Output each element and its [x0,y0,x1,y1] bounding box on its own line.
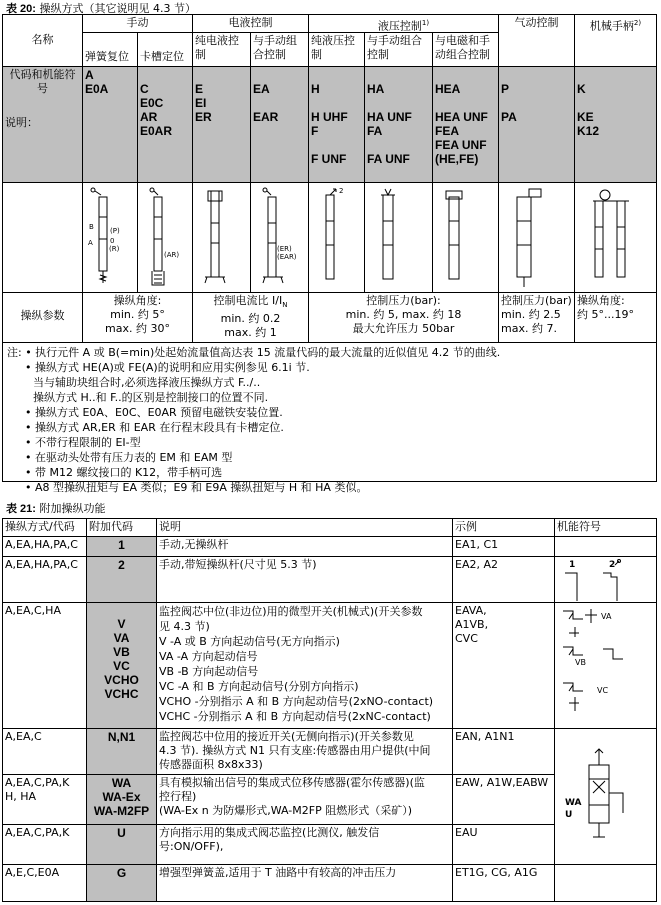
symbol-label-cell [3,183,83,293]
note-item: • 操纵方式 HE(A)或 FE(A)的说明和应用实例参见 6.1i 节. [25,361,310,374]
params-eh [193,293,309,343]
t21-row4-mode: A,EA,C [3,729,87,775]
th-pneumatic: 气动控制 [499,15,575,67]
code-text: VA [113,631,130,645]
t21-row3-example [453,603,555,729]
code-text: EAR [253,110,279,124]
code-text: F UNF [311,152,347,166]
symbol-mech-lever [575,183,656,293]
code-text: C [140,82,149,96]
code-text: HEA [435,82,461,96]
switch-label-vc: VC [597,686,609,695]
params-label: 操纵参数 [3,293,83,343]
t21-row5-example: EAW, A1W,EABW [453,775,555,825]
code-text: HEA UNF [435,110,488,124]
code-text: WA-M2FP [93,804,150,818]
t21-row3-mode: A,EA,C,HA [3,603,87,729]
note-item: 注: • 执行元件 A 或 B(=min)处起始流量值高达表 15 流量代码的最大流量的近似值见 4.2 节的曲线. [7,346,501,359]
table21 [2,518,657,902]
param-eh-title [195,294,306,312]
valve-symbol-mechanical-lever-icon [575,183,655,292]
code-text: ER [195,110,212,124]
symbol-hy-electro [433,183,499,293]
param-manual-max: max. 约 30° [105,322,170,335]
code-text: PA [501,110,517,124]
symbol-hy-pure [309,183,365,293]
symbol-label-o: 0 [110,237,115,245]
t21-row7-code: G [87,865,157,901]
symbol-eh-pure [193,183,251,293]
t21-row1-mode: A,EA,HA,PA,C [3,537,87,557]
code-cell-hy-pure [309,67,365,183]
th-mech-text: 机械手柄 [589,19,634,33]
lever-label-2: 2 [609,560,616,570]
symbol-manual-detent [138,183,193,293]
t21-row1-example: EA1, C1 [453,537,555,557]
t21-row6-example: EAU [453,825,555,865]
sensor-label-wa: WA [565,798,582,808]
t21-th-code: 附加代码 [87,519,157,537]
code-cell-manual-detent [138,67,193,183]
th-hydraulic-text: 液压控制 [377,19,422,33]
symbol-label-er: (ER) [277,245,292,253]
th-eh-manual: 与手动组合控制 [251,33,309,67]
symbol-label-ear: (EAR) [277,253,297,261]
valve-symbol-hydraulic-electro-icon [433,183,498,292]
example-line: A1VB, [455,618,489,631]
code-cell-eh-manual [251,67,309,183]
valve-symbol-pneumatic-icon [499,183,574,292]
symbol-label-a: A [88,239,93,247]
th-name: 名称 [3,15,83,67]
t21-row2-example: EA2, A2 [453,557,555,603]
t21-row5-desc [157,775,453,825]
code-text: EA [253,82,270,96]
th-manual-spring: 弹簧复位 [83,33,138,67]
note-item: • 操纵方式 E0A、E0C、E0AR 预留电磁铁安装位置. [25,406,283,419]
codes-label-cell [3,67,83,183]
code-text: WA [111,776,132,790]
valve-symbol-spring-return-icon [83,183,137,292]
table20-caption-number: 表 20: [6,3,36,15]
switch-label-vb: VB [575,658,586,667]
t21-row7-example: ET1G, CG, A1G [453,865,555,901]
valve-symbol-hydraulic-icon [309,183,364,292]
desc-line: 方向指示用的集成式阀芯监控(比测仪, 触发信 [159,826,380,839]
t21-th-symbol: 机能符号 [555,519,656,537]
code-text: FA UNF [367,152,410,166]
param-eh-max: max. 约 1 [224,326,277,340]
params-pneumatic [499,293,575,343]
t21-row3-symbol [555,603,656,729]
t21-row3-desc [157,603,453,729]
code-cell-pneumatic [499,67,575,183]
note-item: 当与辅助块组合时,必须选择液压操纵方式 F../.. [33,376,261,389]
desc-line: 见 4.3 节) [159,620,210,633]
mode-line: A,EA,C,PA,K [5,776,70,789]
example-line: EAVA, [455,604,487,617]
desc-line: 控行程) [159,790,197,803]
sensor-label-u: U [565,810,573,820]
param-manual-min: min. 约 5° [110,308,165,321]
th-manual: 手动 [83,15,193,33]
desc-line: 监控阀芯中位用的接近开关(无侧向指示)(开关参数见 [159,730,414,743]
code-text: VCHO [104,673,139,687]
t21-row2-symbol [555,557,656,603]
t21-row2-code: 2 [87,557,157,603]
t21-row1-desc: 手动,无操纵杆 [157,537,453,557]
codes-label: 代码和机能符号 [9,68,76,95]
param-hy-max: 最大允许压力 50bar [352,322,455,335]
param-pn-min: min. 约 2.5 [501,308,561,321]
code-text: HA UNF [367,110,412,124]
note-item: 操纵方式 H..和 F..的区别是控制接口的位置不同. [33,391,269,404]
code-text: FA [367,124,383,138]
code-text: VCHC [104,687,139,701]
table21-caption [6,500,105,516]
desc-line: VC -A 和 B 方向起动信号(分别方向指示) [159,680,359,693]
table20-caption-text: 操纵方式（其它说明见 4.3 节） [39,2,196,15]
desc-line: VCHO -分别指示 A 和 B 方向起动信号(2xNO-contact) [159,695,434,708]
table20-notes [3,343,656,494]
t21-row5-mode [3,775,87,825]
code-text: E [195,82,204,96]
t21-row4-example: EAN, A1N1 [453,729,555,775]
th-hy-pure: 纯液压控制 [309,33,365,67]
param-hy-range: min. 约 5, max. 约 18 [345,308,462,321]
symbol-pneumatic [499,183,575,293]
code-text: (HE,FE) [435,152,479,166]
valve-symbol-eh-manual-icon [251,183,308,292]
desc-line: 号:ON/OFF), [159,840,224,853]
switch-label-va: VA [601,612,612,621]
t21-th-desc: 说明 [157,519,453,537]
symbol-hy-manual [365,183,433,293]
table20 [2,14,657,494]
mode-line: H, HA [5,790,37,803]
code-text: VB [113,645,130,659]
note-item: • A8 型操纵扭矩与 EA 类似；E9 和 E9A 操纵扭矩与 H 和 HA 类似。 [25,481,368,494]
note-item: • 带 M12 螺纹接口的 K12，带手柄可选 [25,466,223,479]
notes-list [3,343,504,497]
t21-row6-mode: A,EA,C,PA,K [3,825,87,865]
code-text: F [311,124,319,138]
code-text: H [311,82,320,96]
param-me-title: 操纵角度: [577,294,625,307]
t21-row1-code: 1 [87,537,157,557]
code-text: WA-Ex [102,790,141,804]
lever-symbol-1-2-icon [555,557,655,602]
desc-line: 传感器面积 8x8x33) [159,758,263,771]
microswitch-symbol-icon [555,603,655,728]
desc-line: 4.3 节). 操纵方式 N1 只有支座:传感器由用户提供(中间 [159,744,431,757]
t21-row5-codes [87,775,157,825]
code-cell-mech-lever [575,67,656,183]
code-text: EI [195,96,207,110]
code-text: KE [577,110,594,124]
code-cell-hy-manual [365,67,433,183]
th-hy-electro: 与电磁和手动组合控制 [433,33,499,67]
code-text: E0AR [140,124,173,138]
t21-row4-6-symbol [555,729,656,865]
code-text: A [85,68,94,82]
t21-th-example: 示例 [453,519,555,537]
t21-row7-desc: 增强型弹簧盖,适用于 T 油路中有较高的冲击压力 [157,865,453,901]
th-electro-hydraulic: 电液控制 [193,15,309,33]
code-text: K [577,82,586,96]
valve-symbol-detent-icon [138,183,192,292]
desc-line: 监控阀芯中位(非边位)用的微型开关(机械式)(开关参数 [159,605,423,618]
position-sensor-symbol-icon [555,729,655,864]
params-mech [575,293,656,343]
param-pn-max: max. 约 7. [501,322,557,335]
code-cell-manual-spring [83,67,138,183]
code-text: P [501,82,510,96]
code-cell-hy-electro [433,67,499,183]
param-me-range: 约 5°...19° [577,308,634,321]
code-text: V [117,617,126,631]
desc-line: 具有模拟输出信号的集成式位移传感器(霍尔传感器)(监 [159,776,425,789]
code-text: FEA UNF [435,138,487,152]
param-pn-title: 控制压力(bar) [501,294,572,307]
param-eh-title-sub: N [282,301,288,310]
symbol-eh-manual [251,183,309,293]
example-line: CVC [455,632,478,645]
symbol-manual-spring [83,183,138,293]
t21-row6-desc [157,825,453,865]
code-cell-eh-pure [193,67,251,183]
code-text: AR [140,110,158,124]
valve-symbol-hydraulic-manual-icon [365,183,432,292]
code-text: H UHF [311,110,348,124]
param-eh-min: min. 约 0.2 [220,312,281,326]
th-hydraulic [309,15,499,33]
th-hydraulic-sup: 1) [421,19,430,27]
th-eh-pure: 纯电液控制 [193,33,251,67]
note-item: • 不带行程限制的 EI-型 [25,436,141,449]
code-text: VC [113,659,130,673]
params-hydraulic [309,293,499,343]
t21-row3-codes [87,603,157,729]
t21-row2-mode: A,EA,HA,PA,C [3,557,87,603]
code-text: E0C [140,96,164,110]
note-item: • 操纵方式 AR,ER 和 EAR 在行程末段具有卡槽定位. [25,421,284,434]
symbol-label-p: (P) [110,227,120,235]
symbol-label-2: 2 [339,187,344,195]
symbol-label-b: B [89,223,94,231]
th-hy-manual: 与手动组合控制 [365,33,433,67]
t21-th-mode: 操纵方式/代码 [3,519,87,537]
params-manual [83,293,193,343]
t21-row7-mode: A,E,C,E0A [3,865,87,901]
t21-row4-desc [157,729,453,775]
table21-caption-text: 附加操纵功能 [39,502,106,515]
th-mech-sup: 2) [633,19,642,27]
param-eh-title-text: 控制电流比 I/I [213,294,283,307]
table21-caption-number: 表 21: [6,503,36,515]
code-text: E0A [85,82,109,96]
param-hy-title: 控制压力(bar): [366,294,441,307]
symbol-label-r: (R) [109,245,120,253]
th-manual-detent: 卡槽定位 [138,33,193,67]
t21-row2-desc: 手动,带短操纵杆(尺寸见 5.3 节) [157,557,453,603]
lever-label-1: 1 [569,560,576,570]
desc-line: VA -A 方向起动信号 [159,650,258,663]
th-mech-lever [575,15,656,67]
desc-line: VCHC -分别指示 A 和 B 方向起动信号(2xNC-contact) [159,710,431,723]
t21-row6-code: U [87,825,157,865]
desc-line: V -A 或 B 方向起动信号(无方向指示) [159,635,340,648]
code-text: HA [367,82,385,96]
param-manual-title: 操纵角度: [113,294,162,307]
t21-row4-code: N,N1 [87,729,157,775]
code-text: K12 [577,124,600,138]
desc-line: VB -B 方向起动信号 [159,665,259,678]
explain-label: 说明： [5,116,38,129]
desc-line: (WA-Ex n 为防爆形式,WA-M2FP 阻燃形式（采矿）) [159,804,413,817]
valve-symbol-electro-hydraulic-icon [193,183,250,292]
symbol-label-ar: (AR) [164,251,180,259]
t21-row7-symbol [555,865,656,901]
note-item: • 在驱动头处带有压力表的 EM 和 EAM 型 [25,451,233,464]
t21-row1-symbol [555,537,656,557]
code-text: FEA [435,124,459,138]
